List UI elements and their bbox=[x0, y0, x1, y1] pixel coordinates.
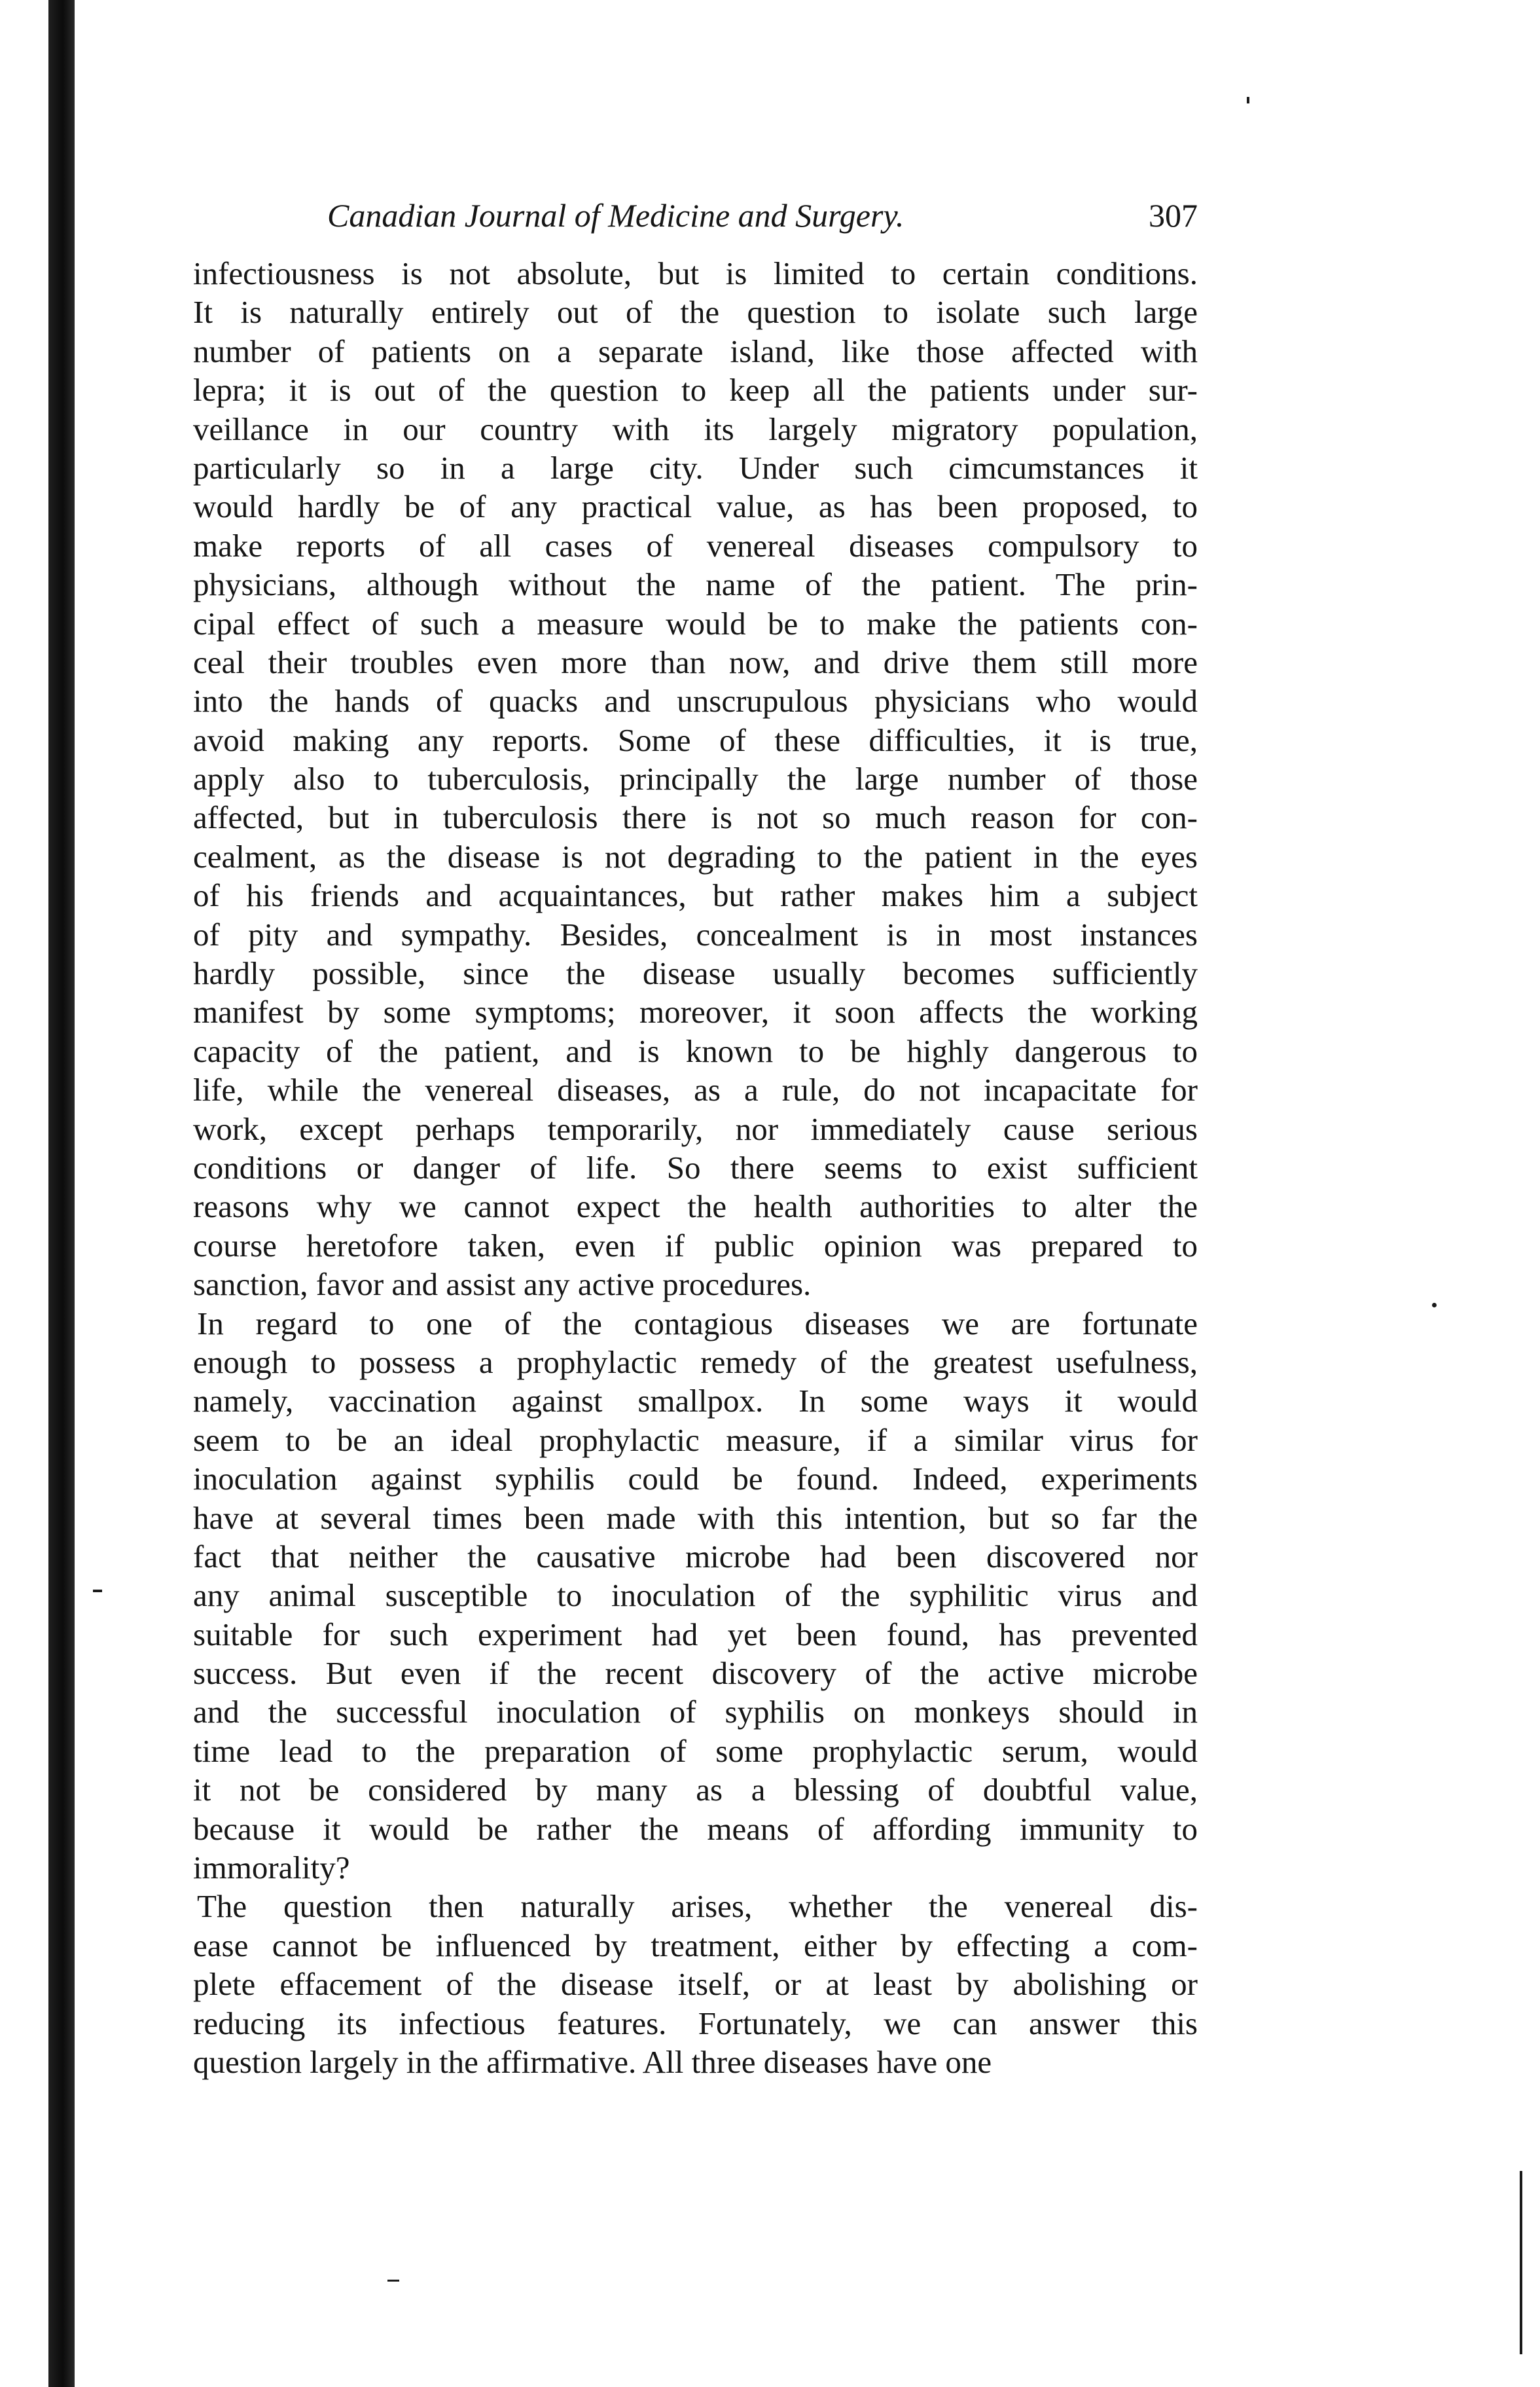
text-line: of pity and sympathy. Besides, concealment is in most instances bbox=[193, 916, 1198, 953]
text-line: course heretofore taken, even if public opinion was prepared to bbox=[193, 1227, 1198, 1264]
text-line: inoculation against syphilis could be found. Indeed, experiments bbox=[193, 1461, 1198, 1497]
text-line: veillance in our country with its largely migratory population, bbox=[193, 410, 1198, 447]
text-line: cipal effect of such a measure would be to make the patients con- bbox=[193, 605, 1198, 642]
text-line: capacity of the patient, and is known to be highly dangerous to bbox=[193, 1032, 1198, 1069]
binding-edge bbox=[48, 0, 75, 2387]
scan-speck bbox=[1247, 97, 1249, 103]
text-line: question largely in the affirmative. All three diseases have one bbox=[193, 2043, 992, 2080]
text-line: of his friends and acquaintances, but rather makes him a subject bbox=[193, 877, 1198, 914]
text-line: suitable for such experiment had yet been found, has prevented bbox=[193, 1616, 1198, 1652]
text-line: and the successful inoculation of syphilis on monkeys should in bbox=[193, 1694, 1198, 1730]
text-line: time lead to the preparation of some prophylactic serum, would bbox=[193, 1732, 1198, 1769]
text-line: make reports of all cases of venereal diseases compulsory to bbox=[193, 527, 1198, 564]
text-line: conditions or danger of life. So there seems to exist sufficient bbox=[193, 1149, 1198, 1186]
text-line: hardly possible, since the disease usually becomes sufficiently bbox=[193, 955, 1198, 992]
text-line: ease cannot be influenced by treatment, either by effecting a com- bbox=[193, 1927, 1198, 1963]
text-line: have at several times been made with this intention, but so far the bbox=[193, 1499, 1198, 1536]
text-line: work, except perhaps temporarily, nor immediately cause serious bbox=[193, 1110, 1198, 1147]
journal-title: Canadian Journal of Medicine and Surgery. bbox=[327, 197, 904, 234]
text-line: physicians, although without the name of the patient. The prin- bbox=[193, 566, 1198, 603]
running-header bbox=[327, 196, 1198, 249]
text-line: infectiousness is not absolute, but is limited to certain conditions. bbox=[193, 255, 1198, 291]
text-line: avoid making any reports. Some of these difficulties, it is true, bbox=[193, 721, 1198, 758]
page-number: 307 bbox=[1149, 197, 1198, 234]
text-line: reducing its infectious features. Fortunately, we can answer this bbox=[193, 2005, 1198, 2041]
text-line: immorality? bbox=[193, 1849, 350, 1886]
text-line: lepra; it is out of the question to keep all the patients under sur- bbox=[193, 372, 1198, 409]
paragraph bbox=[193, 1887, 1198, 2081]
scan-speck bbox=[93, 1590, 102, 1592]
text-line: would hardly be of any practical value, as has been proposed, to bbox=[193, 488, 1198, 525]
text-line: any animal susceptible to inoculation of the syphilitic virus and bbox=[193, 1577, 1198, 1614]
scan-speck bbox=[387, 2280, 399, 2282]
text-line: manifest by some symptoms; moreover, it soon affects the working bbox=[193, 994, 1198, 1030]
paragraph bbox=[193, 254, 1198, 1304]
text-line: plete effacement of the disease itself, or at least by abolishing or bbox=[193, 1966, 1198, 2003]
text-line: seem to be an ideal prophylactic measure, if a similar virus for bbox=[193, 1421, 1198, 1458]
paragraph bbox=[193, 1304, 1198, 1887]
text-line: affected, but in tuberculosis there is not so much reason for con- bbox=[193, 799, 1198, 836]
article-body bbox=[193, 254, 1198, 2081]
text-line: success. But even if the recent discovery of the active microbe bbox=[193, 1655, 1198, 1692]
text-line: enough to possess a prophylactic remedy of the greatest usefulness, bbox=[193, 1343, 1198, 1380]
text-line: namely, vaccination against smallpox. In some ways it would bbox=[193, 1383, 1198, 1419]
scan-speck bbox=[1432, 1303, 1437, 1307]
text-line: because it would be rather the means of affording immunity to bbox=[193, 1810, 1198, 1847]
text-line: it not be considered by many as a blessing of doubtful value, bbox=[193, 1772, 1198, 1808]
text-line: life, while the venereal diseases, as a rule, do not incapacitate for bbox=[193, 1072, 1198, 1108]
text-line: into the hands of quacks and unscrupulous physicians who would bbox=[193, 683, 1198, 720]
text-line: particularly so in a large city. Under such cimcumstances it bbox=[193, 449, 1198, 486]
text-line: The question then naturally arises, whether the venereal dis- bbox=[197, 1888, 1198, 1925]
text-line: It is naturally entirely out of the question to isolate such large bbox=[193, 294, 1198, 331]
text-line: sanction, favor and assist any active procedures. bbox=[193, 1266, 812, 1303]
text-line: number of patients on a separate island, like those affected with bbox=[193, 333, 1198, 369]
text-line: In regard to one of the contagious diseases we are fortunate bbox=[197, 1305, 1198, 1341]
text-line: apply also to tuberculosis, principally the large number of those bbox=[193, 761, 1198, 797]
text-line: fact that neither the causative microbe had been discovered nor bbox=[193, 1538, 1198, 1575]
text-line: ceal their troubles even more than now, and drive them still more bbox=[193, 644, 1198, 680]
text-line: reasons why we cannot expect the health authorities to alter the bbox=[193, 1188, 1198, 1225]
scan-speck bbox=[1520, 2171, 1522, 2354]
text-line: cealment, as the disease is not degrading to the patient in the eyes bbox=[193, 838, 1198, 875]
